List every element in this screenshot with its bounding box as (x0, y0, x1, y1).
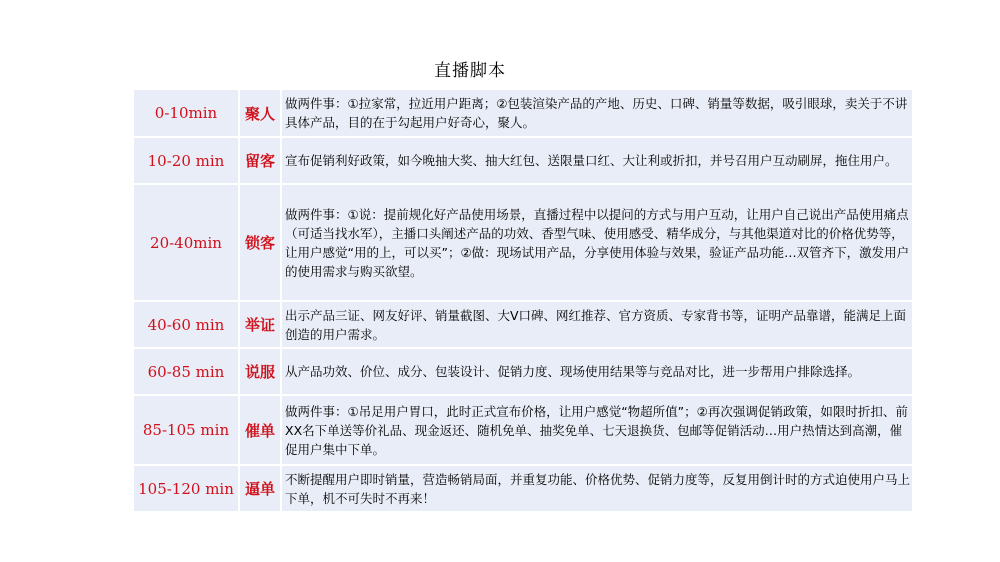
table-row (134, 184, 913, 301)
stage-cell: 说服 (239, 348, 281, 395)
time-cell: 105-120 min (134, 465, 239, 512)
table-row (134, 137, 913, 184)
table-row (134, 348, 913, 395)
description-cell (281, 301, 913, 348)
table-row (134, 301, 913, 348)
stage-cell: 举证 (239, 301, 281, 348)
stage-cell: 聚人 (239, 90, 281, 137)
table-row (134, 90, 913, 137)
table-row (134, 465, 913, 512)
description-cell (281, 348, 913, 395)
stage-cell: 催单 (239, 395, 281, 465)
stage-cell: 留客 (239, 137, 281, 184)
time-cell: 0-10min (134, 90, 239, 137)
stage-cell: 逼单 (239, 465, 281, 512)
time-cell: 10-20 min (134, 137, 239, 184)
description-cell (281, 137, 913, 184)
stage-cell: 锁客 (239, 184, 281, 301)
description-cell (281, 465, 913, 512)
description-cell (281, 184, 913, 301)
description-text: 做两件事：①说：提前规化好产品使用场景，直播过程中以提问的方式与用户互动，让用户自己说出产品使用痛点（可适当找水军），主播口头阐述产品的功效、香型气味、使用感受、精华成分，与其他渠道对比的价格优势等，让用户感觉“用的上，可以买”；②做：现场试用产品，分享使用体验与效果，验证产品功能…双管齐下，激发用户的使用需求与购买欲望。 (285, 206, 910, 279)
time-cell: 20-40min (134, 184, 239, 301)
time-cell: 60-85 min (134, 348, 239, 395)
live-script-table (134, 90, 914, 513)
description-text: 从产品功效、价位、成分、包装设计、促销力度、现场使用结果等与竞品对比，进一步帮用户排除选择。 (285, 364, 861, 379)
description-text: 出示产品三证、网友好评、销量截图、大V口碑、网红推荐、官方资质、专家背书等，证明产品靠谱，能满足上面创造的用户需求。 (285, 307, 907, 342)
time-cell: 40-60 min (134, 301, 239, 348)
description-text: 宣布促销利好政策，如今晚抽大奖、抽大红包、送限量口红、大让利或折扣，并号召用户互动刷屏，拖住用户。 (285, 153, 898, 168)
page-title: 直播脚本 (434, 61, 506, 81)
time-cell: 85-105 min (134, 395, 239, 465)
description-text: 不断提醒用户即时销量，营造畅销局面，并重复功能、价格优势、促销力度等，反复用倒计时的方式迫使用户马上下单，机不可失时不再来！ (285, 471, 911, 506)
description-cell (281, 90, 913, 137)
description-text: 做两件事：①拉家常，拉近用户距离；②包装渲染产品的产地、历史、口碑、销量等数据，吸引眼球，卖关于不讲具体产品，目的在于勾起用户好奇心，聚人。 (285, 96, 908, 130)
description-cell (281, 395, 913, 465)
description-text: 做两件事：①吊足用户胃口，此时正式宣布价格，让用户感觉“物超所值”；②再次强调促销政策，如限时折扣、前XX名下单送等价礼品、现金返还、随机免单、抽奖免单、七天退换货、包邮等促销活动…用户热情达到高潮，催促用户集中下单。 (285, 403, 908, 457)
table-row (134, 395, 913, 465)
